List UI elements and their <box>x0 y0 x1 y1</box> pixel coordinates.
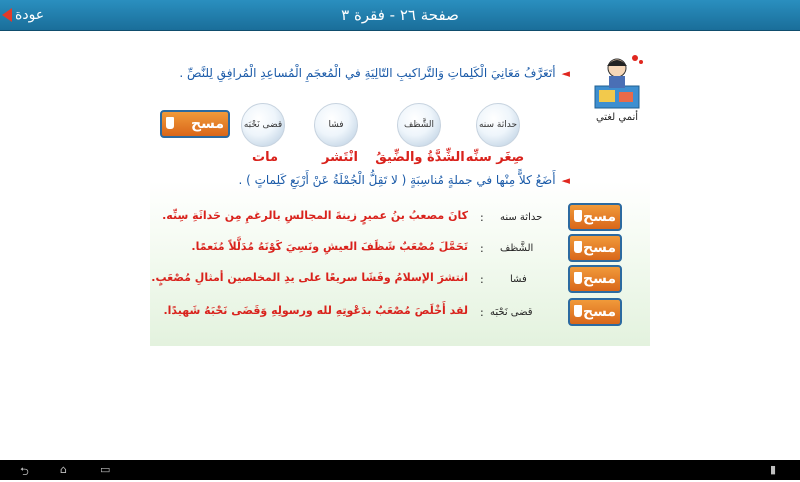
bullet-arrow-icon: ◄ <box>561 67 570 80</box>
wipe-button-row-4[interactable] <box>568 298 622 326</box>
term-meaning-3: انْتَشر <box>322 150 358 165</box>
row-term-3: فشا <box>510 274 527 285</box>
wipe-button-label: مسح <box>582 271 616 287</box>
wipe-button-label: مسح <box>582 304 616 320</box>
term-bubble-2[interactable] <box>397 103 441 147</box>
instruction-1 <box>160 66 570 80</box>
term-meaning-4: مات <box>252 150 278 165</box>
back-label: عودة <box>15 7 45 23</box>
wipe-button-row-3[interactable] <box>568 265 622 293</box>
nav-recents-icon[interactable]: ▭ <box>100 463 111 476</box>
term-bubble-1[interactable] <box>476 103 520 147</box>
row-colon-3: : <box>480 273 484 286</box>
cup-icon <box>574 210 582 222</box>
row-sentence-1[interactable]: كانَ مصعبُ بنُ عميرٍ زينةَ المجالسِ بالرغمِ مِن حَداثَةِ سِنِّه. <box>162 209 468 222</box>
mascot-illustration <box>587 52 647 112</box>
cup-icon <box>574 305 582 317</box>
row-sentence-2[interactable]: تَحَمَّلَ مُصْعَبٌ شَظَفَ العيشِ ونَسِيَ كَوْنَهُ مُدَلَّلاً مُنَعمًا. <box>191 240 468 253</box>
nav-back-icon[interactable]: ⮌ <box>20 465 29 478</box>
status-signal-icon: ▮ <box>770 463 777 476</box>
wipe-button-label: مسح <box>190 116 224 132</box>
title-bar <box>0 0 800 31</box>
term-bubble-3[interactable] <box>314 103 358 147</box>
term-meaning-2: الشِّدَّةُ والضِّيقُ <box>375 150 465 165</box>
row-term-1: حداثة سنه <box>500 212 543 223</box>
term-word: الشَّظف <box>404 120 434 130</box>
term-meaning-1: صِغَر سنِّه <box>465 150 525 165</box>
row-colon-2: : <box>480 242 484 255</box>
cup-icon <box>574 272 582 284</box>
wipe-button-label: مسح <box>582 209 616 225</box>
page-title: صفحة ٢٦ - فقرة ٣ <box>341 6 459 24</box>
term-word: قضى نَحْبَه <box>243 120 283 130</box>
row-sentence-3[interactable]: انتشرَ الإسلامُ وفَشَا سريعًا على يدِ المخلصين أمثالِ مُصْعَبٍ. <box>151 271 468 284</box>
wipe-button-label: مسح <box>582 240 616 256</box>
system-nav-bar <box>0 460 800 480</box>
wipe-button-meanings[interactable] <box>160 110 230 138</box>
cup-icon <box>166 117 174 129</box>
term-word: فشا <box>328 120 344 130</box>
row-sentence-4[interactable]: لقد أَخْلَصَ مُصْعَبٌ بدَعْوتِهِ لله ورسولِهِ وَقَضَى نَحْبَهُ شَهيدًا. <box>163 304 468 317</box>
row-term-4: قضى نَحْبَه <box>490 307 533 318</box>
wipe-button-row-2[interactable] <box>568 234 622 262</box>
instruction-2-text: أَضَعُ كلاًّ مِنْها في جملةٍ مُناسِبَةٍ ( لا تَقِلُّ الْجُمْلَةُ عَنْ أَرْبَعِ كَلِماتٍ ) . <box>238 173 556 187</box>
row-term-2: الشَّظف <box>500 243 534 254</box>
instruction-1-text: أتَعَرَّفُ مَعَانِيَ الْكَلِماتِ وَالتَّراكيبِ التّالِيَةِ في الْمُعجَمِ الْمُساعِدِ الْمُرافِقِ لِلنَّصِّ . <box>179 66 556 80</box>
term-word: حداثة سنه <box>478 120 518 130</box>
instruction-2 <box>210 173 570 187</box>
mascot-label: أنمي لغتي <box>595 112 639 123</box>
bullet-arrow-icon: ◄ <box>561 174 570 187</box>
row-colon-1: : <box>480 211 484 224</box>
row-colon-4: : <box>480 306 484 319</box>
cup-icon <box>574 241 582 253</box>
term-bubble-4[interactable] <box>241 103 285 147</box>
nav-home-icon[interactable]: ⌂ <box>60 463 67 476</box>
wipe-button-row-1[interactable] <box>568 203 622 231</box>
